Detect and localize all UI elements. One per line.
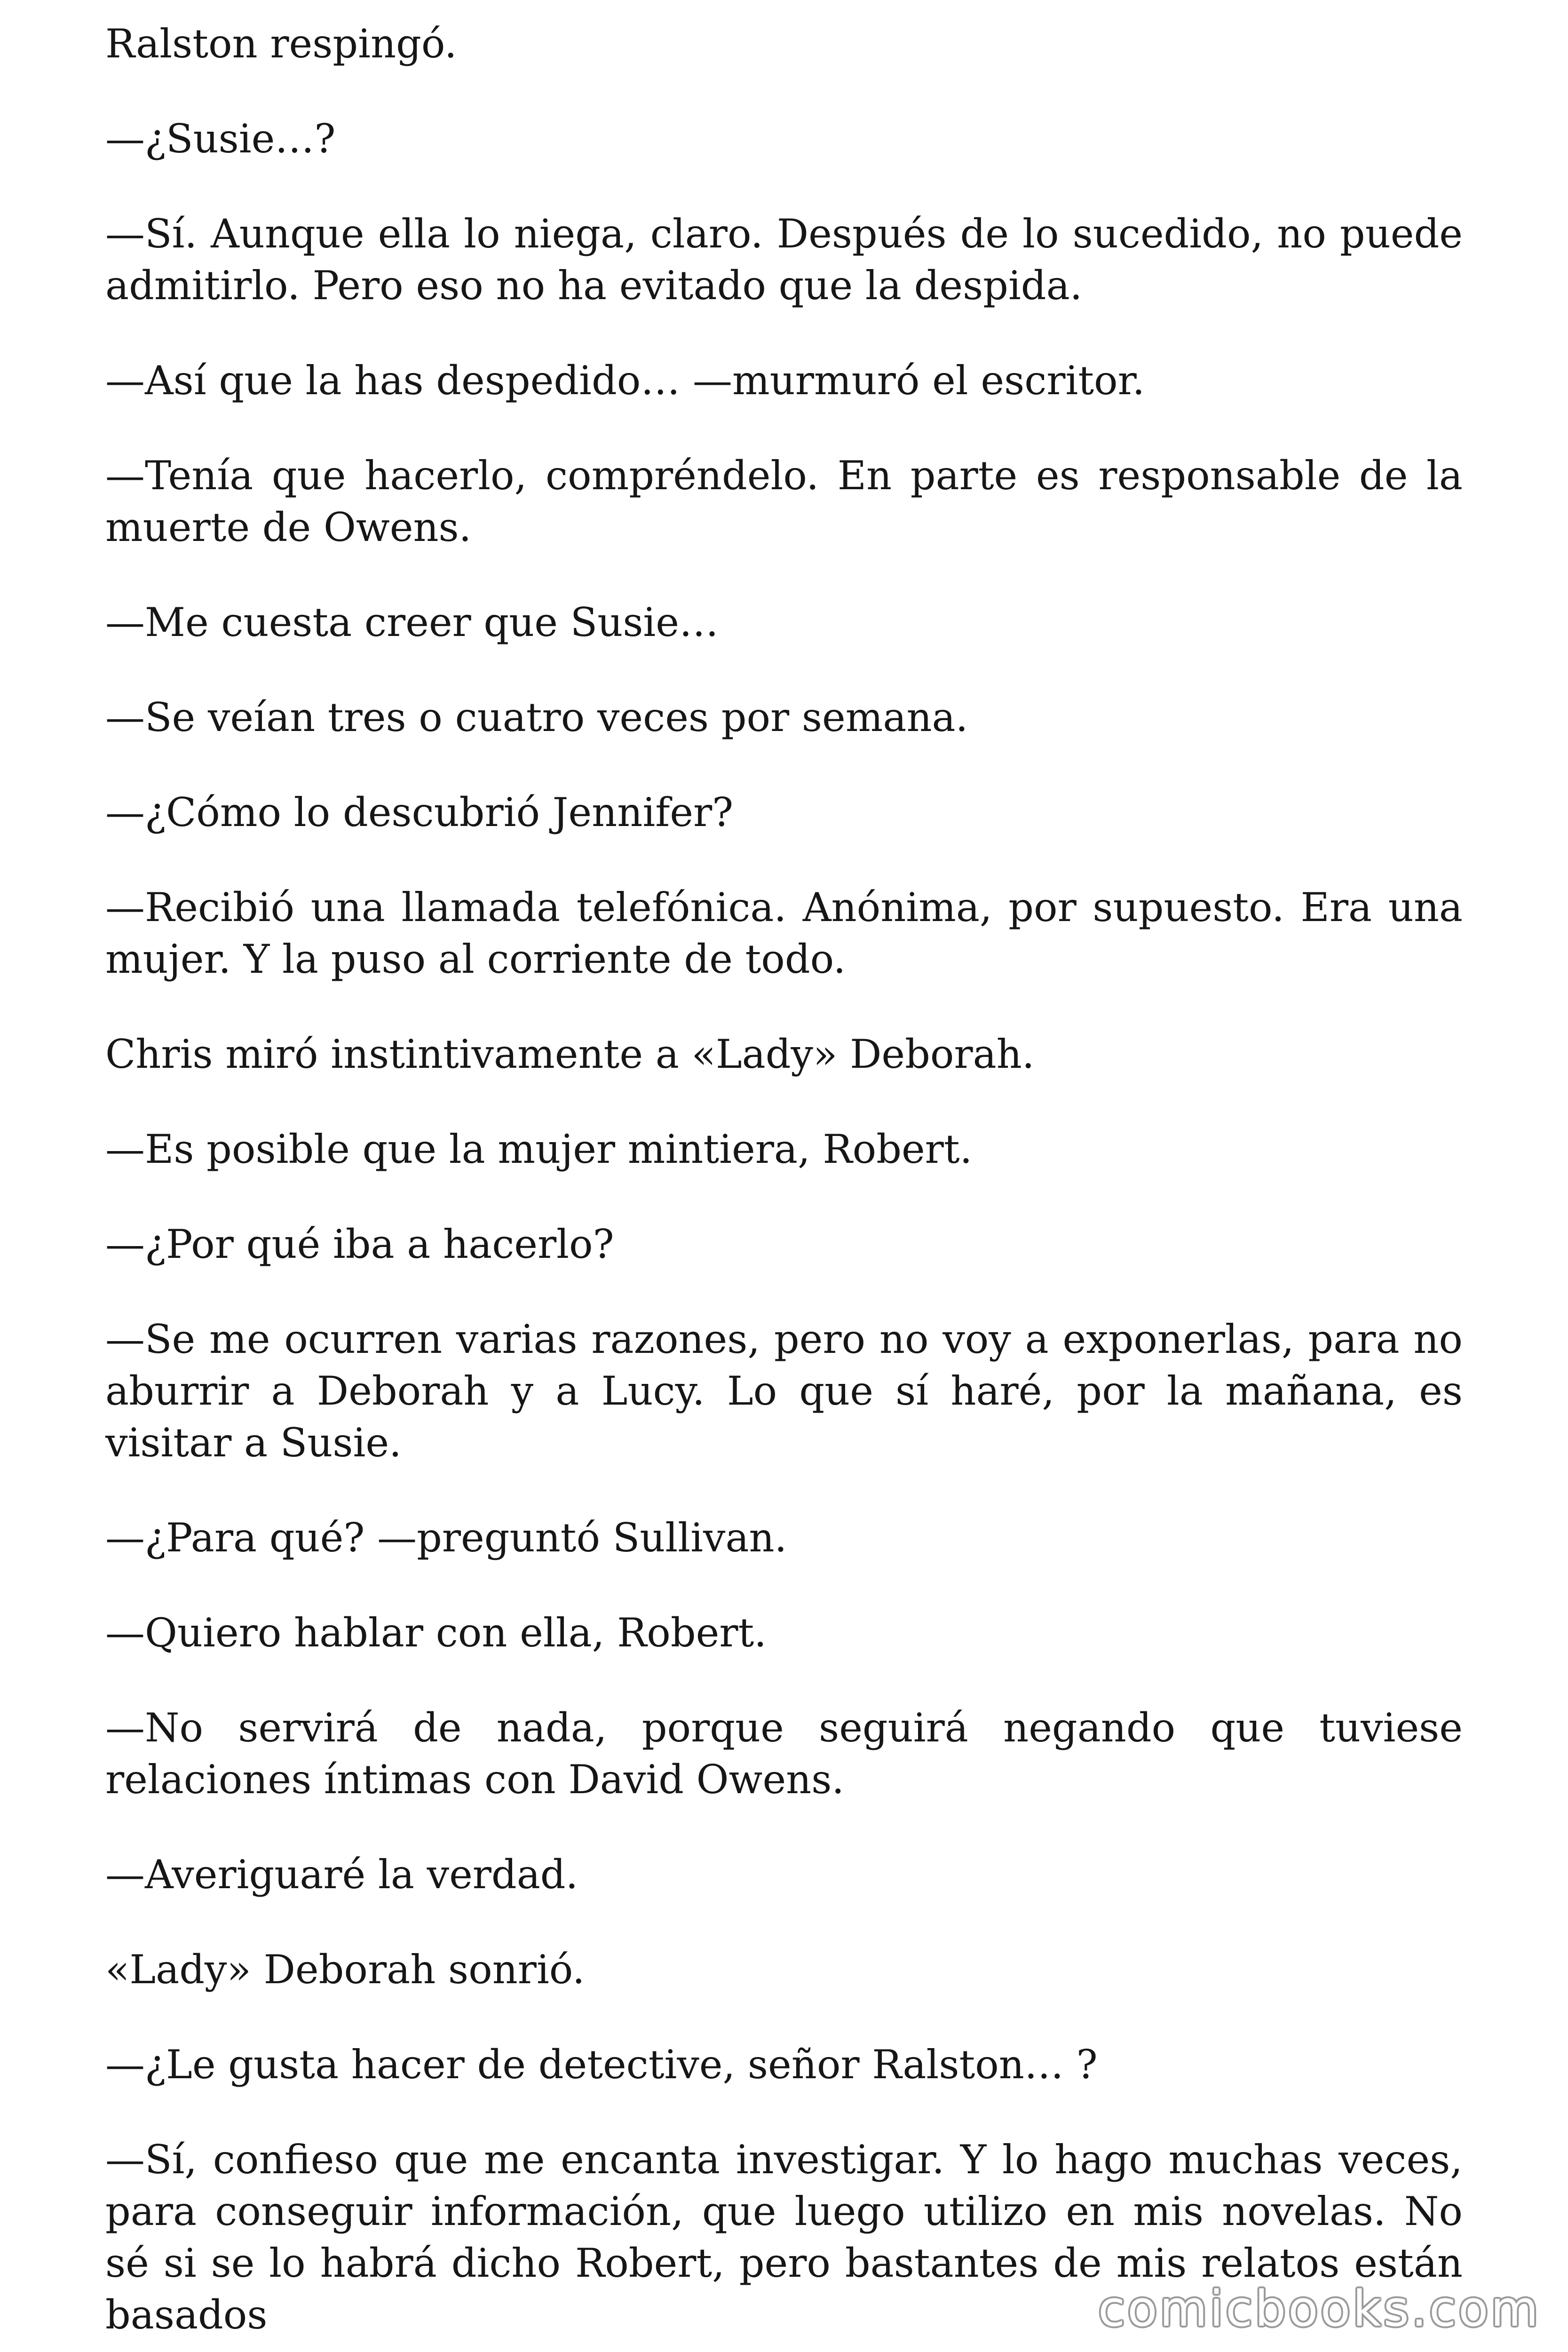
paragraph: —Se me ocurren varias razones, pero no voy a exponerlas, para no aburrir a Deborah y a Lucy. Lo que sí haré, por la mañana, es visitar a Susie.: [105, 1316, 1463, 1466]
paragraph: —Sí, confieso que me encanta investigar. Y lo hago muchas veces, para conseguir información, que luego utilizo en mis novelas. No sé si se lo habrá dicho Robert, pero bastantes de mis relatos están basados: [105, 2137, 1463, 2338]
paragraph: —Así que la has despedido… —murmuró el escritor.: [105, 358, 1145, 404]
paragraph: —Se veían tres o cuatro veces por semana.: [105, 694, 968, 740]
paragraph: —Me cuesta creer que Susie…: [105, 599, 719, 645]
paragraph: Ralston respingó.: [105, 21, 457, 67]
paragraph: —Recibió una llamada telefónica. Anónima, por supuesto. Era una mujer. Y la puso al corriente de todo.: [105, 884, 1463, 982]
paragraph: —¿Por qué iba a hacerlo?: [105, 1221, 614, 1267]
paragraph: —Tenía que hacerlo, compréndelo. En parte es responsable de la muerte de Owens.: [105, 453, 1463, 550]
watermark: comicbooks.com: [1098, 2280, 1541, 2337]
page-text: [105, 18, 1463, 2341]
paragraph: «Lady» Deborah sonrió.: [105, 1947, 585, 1993]
paragraph: —No servirá de nada, porque seguirá negando que tuviese relaciones íntimas con David Owens.: [105, 1705, 1463, 1803]
paragraph: —Es posible que la mujer mintiera, Robert.: [105, 1126, 973, 1172]
paragraph: —¿Para qué? —preguntó Sullivan.: [105, 1515, 787, 1561]
paragraph: Chris miró instintivamente a «Lady» Deborah.: [105, 1031, 1035, 1077]
paragraph: —¿Cómo lo descubrió Jennifer?: [105, 789, 734, 835]
paragraph: —¿Susie…?: [105, 116, 336, 162]
paragraph: —Averiguaré la verdad.: [105, 1851, 578, 1898]
paragraph: —Quiero hablar con ella, Robert.: [105, 1610, 767, 1656]
paragraph: —¿Le gusta hacer de detective, señor Ralston… ?: [105, 2042, 1098, 2088]
paragraph: —Sí. Aunque ella lo niega, claro. Después de lo sucedido, no puede admitirlo. Pero eso no ha evitado que la despida.: [105, 211, 1463, 309]
